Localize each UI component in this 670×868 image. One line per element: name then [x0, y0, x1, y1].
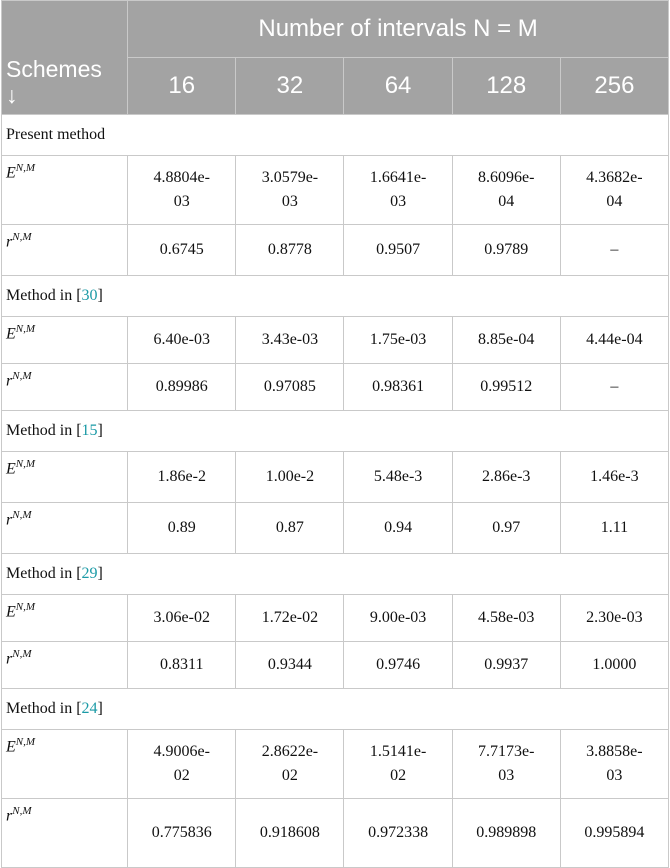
table-cell: 4.9006e- 02 — [128, 730, 236, 799]
table-cell: 0.972338 — [344, 799, 452, 868]
error-label — [2, 317, 128, 364]
table-cell: 0.6745 — [128, 225, 236, 276]
table-cell: 6.40e-03 — [128, 317, 236, 364]
table-cell: 3.06e-02 — [128, 595, 236, 642]
table-cell: 0.8311 — [128, 642, 236, 689]
metric-symbol: E — [6, 460, 16, 478]
table-cell: 0.89 — [128, 503, 236, 554]
table-cell: 1.86e-2 — [128, 452, 236, 503]
metric-superscript: N,M — [15, 736, 36, 748]
section-row — [2, 554, 669, 595]
table-cell: 2.8622e- 02 — [236, 730, 344, 799]
metric-symbol: E — [6, 738, 16, 756]
table-cell: 0.97 — [452, 503, 560, 554]
table-cell: 4.3682e- 04 — [560, 156, 668, 225]
metric-superscript: N,M — [15, 601, 36, 613]
schemes-label: Schemes — [6, 56, 102, 82]
citation-link[interactable]: 30 — [81, 287, 98, 304]
column-header-64: 64 — [344, 58, 452, 115]
section-row — [2, 689, 669, 730]
metric-symbol: E — [6, 164, 16, 182]
table-cell: 2.30e-03 — [560, 595, 668, 642]
table-cell: 8.85e-04 — [452, 317, 560, 364]
table-cell: 3.8858e- 03 — [560, 730, 668, 799]
table-cell: 0.9507 — [344, 225, 452, 276]
table-row — [2, 503, 669, 554]
metric-superscript: N,M — [12, 805, 32, 817]
table-cell: 0.989898 — [452, 799, 560, 868]
column-header-128: 128 — [452, 58, 560, 115]
intervals-header: Number of intervals N = M — [128, 1, 669, 58]
rate-label — [2, 799, 128, 868]
table-cell: 3.0579e- 03 — [236, 156, 344, 225]
table-row — [2, 642, 669, 689]
section-title — [2, 276, 669, 317]
section-row — [2, 411, 669, 452]
section-title-end: ] — [97, 700, 103, 717]
column-header-256: 256 — [560, 58, 668, 115]
citation-link[interactable]: 29 — [81, 565, 98, 582]
down-arrow-icon: ↓ — [6, 82, 18, 108]
table-cell: 0.9789 — [452, 225, 560, 276]
table-cell: 1.46e-3 — [560, 452, 668, 503]
table-cell: 0.9344 — [236, 642, 344, 689]
table-cell: 1.6641e- 03 — [344, 156, 452, 225]
citation-link[interactable]: 15 — [81, 422, 98, 439]
table-cell: 1.00e-2 — [236, 452, 344, 503]
table-cell: 1.0000 — [560, 642, 668, 689]
table-cell: 0.9746 — [344, 642, 452, 689]
table-row — [2, 595, 669, 642]
table-cell: 0.98361 — [344, 364, 452, 411]
table-cell: 0.8778 — [236, 225, 344, 276]
table-cell: 0.775836 — [128, 799, 236, 868]
section-title-text: Method in [ — [6, 700, 82, 717]
citation-link[interactable]: 24 — [81, 700, 98, 717]
table-cell: 7.7173e- 03 — [452, 730, 560, 799]
metric-superscript: N,M — [12, 509, 32, 521]
section-title — [2, 554, 669, 595]
error-label — [2, 595, 128, 642]
metric-symbol: r — [6, 372, 13, 390]
table-cell: 0.94 — [344, 503, 452, 554]
table-cell: 3.43e-03 — [236, 317, 344, 364]
table-cell: 8.6096e- 04 — [452, 156, 560, 225]
rate-label — [2, 364, 128, 411]
metric-superscript: N,M — [15, 458, 36, 470]
table-cell: 0.89986 — [128, 364, 236, 411]
table-cell: 9.00e-03 — [344, 595, 452, 642]
table-cell: 0.87 — [236, 503, 344, 554]
schemes-header — [2, 1, 128, 115]
rate-label — [2, 225, 128, 276]
metric-superscript: N,M — [15, 162, 36, 174]
section-row — [2, 276, 669, 317]
metric-superscript: N,M — [12, 648, 32, 660]
table-row — [2, 452, 669, 503]
rate-label — [2, 503, 128, 554]
metric-symbol: r — [6, 807, 13, 825]
table-row — [2, 317, 669, 364]
table-cell: 4.8804e- 03 — [128, 156, 236, 225]
metric-symbol: E — [6, 325, 16, 343]
table-header — [2, 1, 669, 115]
table-cell: 0.9937 — [452, 642, 560, 689]
table-cell: 4.58e-03 — [452, 595, 560, 642]
table-cell: 4.44e-04 — [560, 317, 668, 364]
table-cell: 0.99512 — [452, 364, 560, 411]
metric-symbol: r — [6, 233, 13, 251]
table-cell: 1.75e-03 — [344, 317, 452, 364]
table-cell: 0.97085 — [236, 364, 344, 411]
section-row — [2, 115, 669, 156]
table-cell: – — [560, 364, 668, 411]
column-header-32: 32 — [236, 58, 344, 115]
section-title-end: ] — [97, 422, 103, 439]
table-cell: 0.995894 — [560, 799, 668, 868]
table-cell: 1.11 — [560, 503, 668, 554]
table-row — [2, 364, 669, 411]
metric-symbol: r — [6, 650, 13, 668]
column-header-16: 16 — [128, 58, 236, 115]
table-row — [2, 799, 669, 868]
metric-superscript: N,M — [12, 370, 32, 382]
section-title — [2, 411, 669, 452]
error-label — [2, 730, 128, 799]
results-table — [1, 0, 669, 868]
table-cell: 2.86e-3 — [452, 452, 560, 503]
section-title-end: ] — [97, 287, 103, 304]
metric-superscript: N,M — [12, 231, 32, 243]
section-title — [2, 115, 669, 156]
error-label — [2, 452, 128, 503]
table-body — [2, 115, 669, 868]
section-title-text: Present method — [6, 126, 106, 143]
table-row — [2, 225, 669, 276]
section-title-text: Method in [ — [6, 422, 82, 439]
metric-symbol: r — [6, 511, 13, 529]
table-cell: – — [560, 225, 668, 276]
table-cell: 0.918608 — [236, 799, 344, 868]
metric-superscript: N,M — [15, 323, 36, 335]
section-title — [2, 689, 669, 730]
error-label — [2, 156, 128, 225]
section-title-text: Method in [ — [6, 287, 82, 304]
section-title-text: Method in [ — [6, 565, 82, 582]
table-cell: 1.5141e- 02 — [344, 730, 452, 799]
table-row — [2, 730, 669, 799]
table-row — [2, 156, 669, 225]
section-title-end: ] — [97, 565, 103, 582]
table-cell: 5.48e-3 — [344, 452, 452, 503]
table-cell: 1.72e-02 — [236, 595, 344, 642]
metric-symbol: E — [6, 603, 16, 621]
rate-label — [2, 642, 128, 689]
